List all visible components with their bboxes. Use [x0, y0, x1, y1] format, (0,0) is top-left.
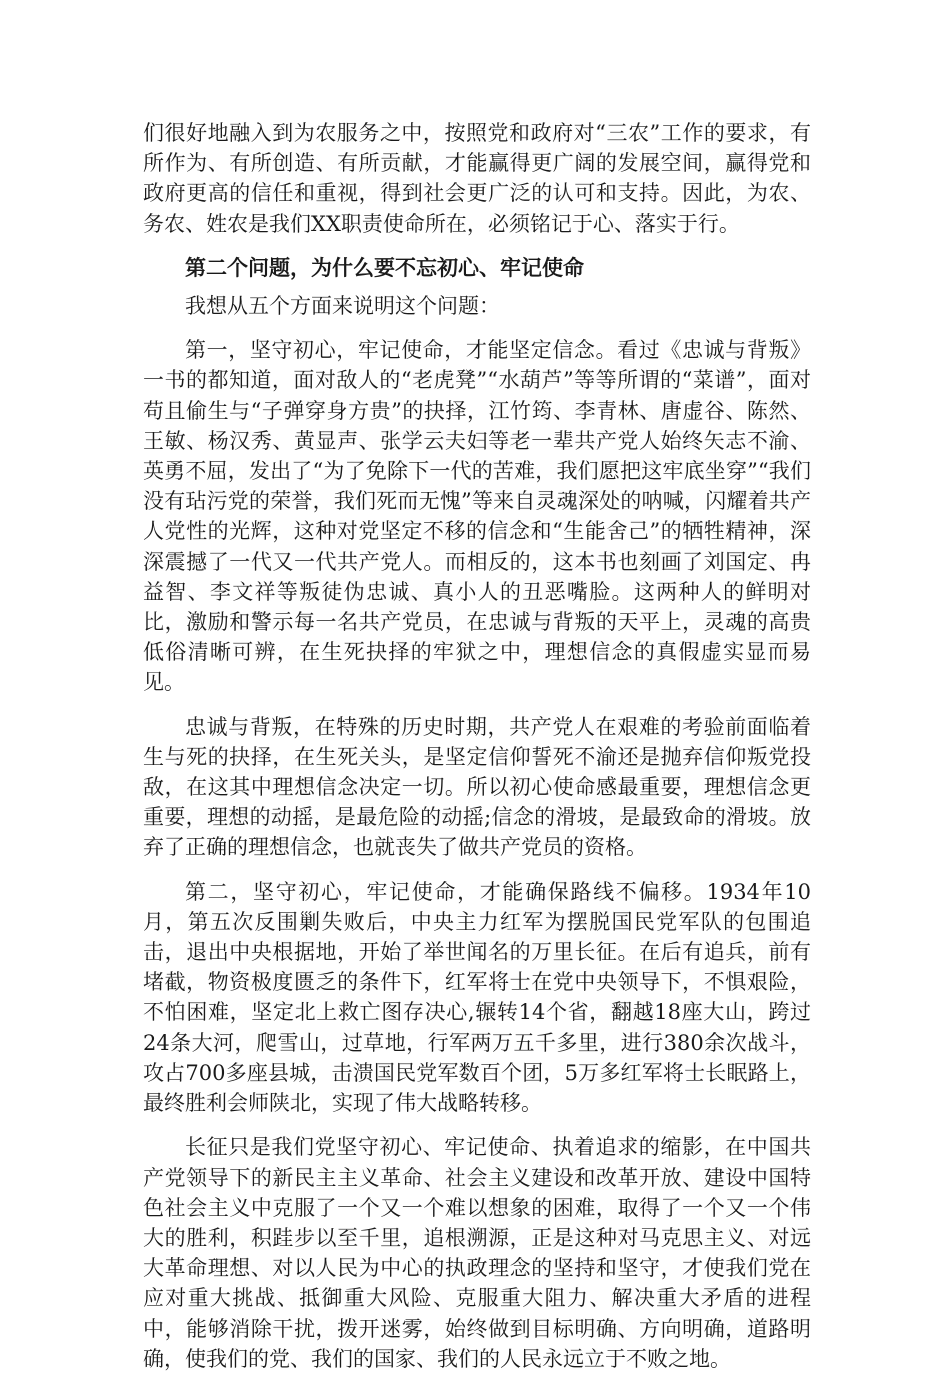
section-heading: 第二个问题，为什么要不忘初心、牢记使命 — [185, 255, 584, 280]
paragraph-point-two: 第二，坚守初心，牢记使命，才能确保路线不偏移。1934年10月，第五次反围剿失败后，中央主力红军为摆脱国民党军队的包围追击，退出中央根据地，开始了举世闻名的万里长征。在后有追兵，前有堵截，物资极度匮乏的条件下，红军将士在党中央领导下，不惧艰险，不怕困难，坚定北上救亡图存决心,辗转14个省，翻越18座大山，跨过24条大河，爬雪山，过草地，行军两万五千多里，进行380余次战斗，攻占700多座县城，击溃国民党军数百个团，5万多红军将士长眠路上，最终胜利会师陕北，实现了伟大战略转移。 — [143, 879, 811, 1116]
paragraph-intro: 我想从五个方面来说明这个问题： — [185, 294, 500, 319]
paragraph-loyalty: 忠诚与背叛，在特殊的历史时期，共产党人在艰难的考验前面临着生与死的抉择，在生死关头，是坚定信仰誓死不渝还是抛弃信仰叛党投敌，在这其中理想信念决定一切。所以初心使命感最重要，理想信念更重要，理想的动摇，是最危险的动摇;信念的滑坡，是最致命的滑坡。放弃了正确的理想信念，也就丧失了做共产党员的资格。 — [143, 714, 811, 860]
paragraph-point-one: 第一，坚守初心，牢记使命，才能坚定信念。看过《忠诚与背叛》一书的都知道，面对敌人的“老虎凳”“水葫芦”等等所谓的“菜谱”，面对苟且偷生与“子弹穿身方贵”的抉择，江竹筠、李青林、唐虚谷、陈然、王敏、杨汉秀、黄显声、张学云夫妇等老一辈共产党人始终矢志不渝、英勇不屈，发出了“为了免除下一代的苦难，我们愿把这牢底坐穿”“我们没有玷污党的荣誉，我们死而无愧”等来自灵魂深处的呐喊，闪耀着共产人党性的光辉，这种对党坚定不移的信念和“生能舍己”的牺牲精神，深深震撼了一代又一代共产党人。而相反的，这本书也刻画了刘国定、冉益智、李文祥等叛徒伪忠诚、真小人的丑恶嘴脸。这两种人的鲜明对比，激励和警示每一名共产党员，在忠诚与背叛的天平上，灵魂的高贵低俗清晰可辨，在生死抉择的牢狱之中，理想信念的真假虚实显而易见。 — [143, 338, 811, 695]
paragraph-continuation: 们很好地融入到为农服务之中，按照党和政府对“三农”工作的要求，有所作为、有所创造、有所贡献，才能赢得更广阔的发展空间，赢得党和政府更高的信任和重视，得到社会更广泛的认可和支持。因此，为农、务农、姓农是我们XX职责使命所在，必须铭记于心、落实于行。 — [143, 121, 811, 236]
paragraph-long-march: 长征只是我们党坚守初心、牢记使命、执着追求的缩影，在中国共产党领导下的新民主主义革命、社会主义建设和改革开放、建设中国特色社会主义中克服了一个又一个难以想象的困难，取得了一个又一个伟大的胜利，积跬步以至千里，追根溯源，正是这种对马克思主义、对远大革命理想、对以人民为中心的执政理念的坚持和坚守，才使我们党在应对重大挑战、抵御重大风险、克服重大阻力、解决重大矛盾的进程中，能够消除干扰，拨开迷雾，始终做到目标明确、方向明确，道路明确，使我们的党、我们的国家、我们的人民永远立于不败之地。 — [143, 1135, 811, 1371]
document-page — [143, 118, 811, 1378]
